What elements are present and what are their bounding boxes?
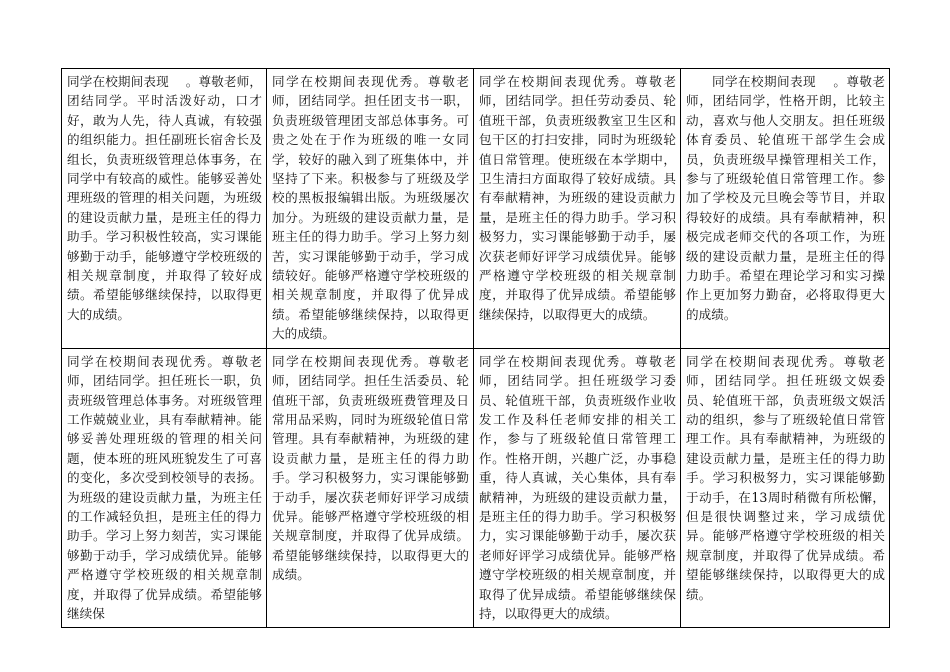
evaluation-text: 同学在校期间表现优秀。尊敬老师，团结同学。担任班级学习委员、轮值班干部，负责班级作业收发工作及科任老师安排的相关工作，参与了班级轮值日常管理工作。性格开朗，兴趣广泛，办事稳重，待人真诚，关心集体，具有奉献精神，为班级的建设贡献力量，是班主任的得力助手。学习积极努力，实习课能够勤于动手，屡次获老师好评学习成绩优异。能够严格遵守学校班级的相关规章制度，并取得了优异成绩。希望能够继续保持，以取得更大的成绩。: [479, 353, 676, 621]
table-row: [62, 348, 890, 628]
evaluation-cell: [267, 348, 474, 628]
evaluation-cell: [474, 69, 681, 349]
evaluation-cell: [474, 348, 681, 628]
evaluation-cell: [267, 69, 474, 349]
document-page: [61, 68, 889, 628]
evaluation-text: 同学在校期间表现优秀。尊敬老师，团结同学。担任班长一职，负责班级管理总体事务。对班级管理工作兢兢业业，具有奉献精神。能够妥善处理班级的管理的相关问题，使本班的班风班貌发生了可喜的变化，多次受到校领导的表扬。为班级的建设贡献力量，为班主任的工作减轻负担，是班主任的得力助手。学习上努力刻苦，实习课能够勤于动手，学习成绩优异。能够严格遵守学校班级的相关规章制度，并取得了优异成绩。希望能够继续保: [67, 353, 262, 621]
evaluation-cell: [681, 348, 890, 628]
evaluation-text: 同学在校期间表现优秀。尊敬老师，团结同学。担任团支书一职，负责班级管理团支部总体事务。可贵之处在于作为班级的唯一女同学，较好的融入到了班集体中，并坚持了下来。积极参与了班级及学校的黑板报编辑出版。为班级屡次加分。为班级的建设贡献力量，是班主任的得力助手。学习上努力刻苦，实习课能够勤于动手，学习成绩较好。能够严格遵守学校班级的相关规章制度，并取得了优异成绩。希望能够继续保持，以取得更大的成绩。: [272, 74, 469, 342]
evaluation-cell: [681, 69, 890, 349]
evaluation-cell: [62, 69, 267, 349]
evaluation-text: 同学在校期间表现 。尊敬老师，团结同学。平时活泼好动，口才好，敢为人先，待人真诚，有较强的组织能力。担任副班长宿舍长及组长，负责班级管理总体事务，在同学中有较高的威性。能够妥善处理班级的管理的相关问题，为班级的建设贡献力量，是班主任的得力助手。学习积极性较高，实习课能够勤于动手，能够遵守学校班级的相关规章制度，并取得了较好成绩。希望能够继续保持，以取得更大的成绩。: [67, 74, 262, 322]
evaluation-text: 同学在校期间表现优秀。尊敬老师，团结同学。担任生活委员、轮值班干部，负责班级班费管理及日常用品采购，同时为班级轮值日常管理。具有奉献精神，为班级的建设贡献力量，是班主任的得力助手。学习积极努力，实习课能够勤于动手，屡次获老师好评学习成绩优异。能够严格遵守学校班级的相关规章制度，并取得了优异成绩。希望能够继续保持，以取得更大的成绩。: [272, 353, 469, 583]
evaluation-text: 同学在校期间表现 。尊敬老师，团结同学，性格开朗，比较主动，喜欢与他人交朋友。担任班级体育委员、轮值班干部学生会成员，负责班级早操管理相关工作，参与了班级轮值日常管理工作。参加了学校及元旦晚会等节目，并取得较好的成绩。具有奉献精神，积极完成老师交代的各项工作，为班级的建设贡献力量，是班主任的得力助手。希望在理论学习和实习操作上更加努力勤奋，必将取得更大的成绩。: [686, 74, 885, 322]
evaluation-cell: [62, 348, 267, 628]
evaluation-text: 同学在校期间表现优秀。尊敬老师，团结同学。担任劳动委员、轮值班干部，负责班级教室卫生区和包干区的打扫安排，同时为班级轮值日常管理。使班级在本学期中，卫生清扫方面取得了较好成绩。具有奉献精神，为班级的建设贡献力量，是班主任的得力助手。学习积极努力，实习课能够勤于动手，屡次获老师好评学习成绩优异。能够严格遵守学校班级的相关规章制度，并取得了优异成绩。希望能够继续保持，以取得更大的成绩。: [479, 74, 676, 322]
evaluation-text: 同学在校期间表现优秀。尊敬老师，团结同学。担任班级文娱委员、轮值班干部，负责班级文娱活动的组织，参与了班级轮值日常管理工作。具有奉献精神，为班级的建设贡献力量，是班主任的得力助手。学习积极努力，实习课能够勤于动手，在13周时稍微有所松懈，但是很快调整过来，学习成绩优异。能够严格遵守学校班级的相关规章制度，并取得了优异成绩。希望能够继续保持，以取得更大的成绩。: [686, 353, 885, 602]
evaluation-table: [61, 68, 890, 628]
table-row: [62, 69, 890, 349]
